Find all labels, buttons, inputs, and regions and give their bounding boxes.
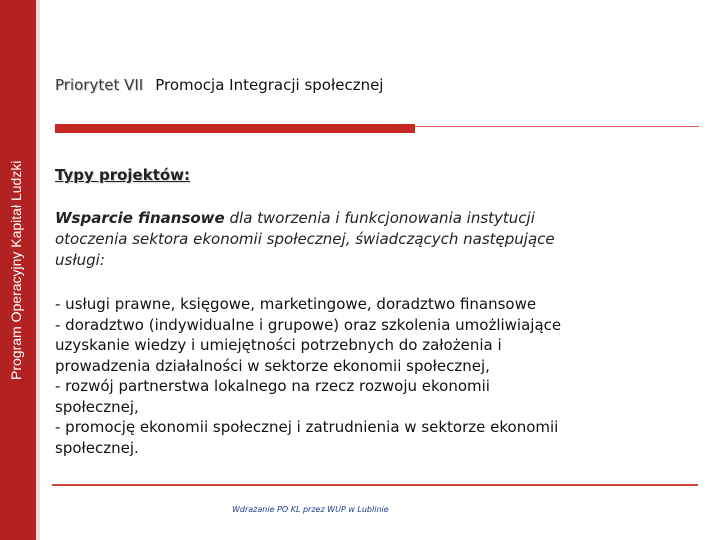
services-line: uzyskanie wiedzy i umiejętności potrzebnych do założenia i [55, 336, 502, 354]
title-rule-line [415, 126, 699, 127]
intro-lead: Wsparcie finansowe [55, 209, 225, 227]
intro-line-3: usługi: [55, 251, 105, 269]
sidebar-edge [36, 0, 40, 540]
services-list [55, 294, 685, 458]
sidebar-label: Program Operacyjny Kapitał Ludzki [8, 160, 24, 380]
services-line: - usługi prawne, księgowe, marketingowe, doradztwo finansowe [55, 295, 537, 313]
section-heading: Typy projektów: [55, 166, 191, 184]
services-line: - doradztwo (indywidualne i grupowe) oraz szkolenia umożliwiające [55, 315, 562, 334]
intro-line-2: otoczenia sektora ekonomii społecznej, świadczących następujące [55, 230, 555, 248]
slide-title [55, 76, 383, 94]
intro-line-1-rest: dla tworzenia i funkcjonowania instytucji [229, 209, 535, 227]
priority-label: Priorytet VII [55, 76, 144, 94]
intro-paragraph [55, 208, 665, 271]
footer-text: Wdrażanie PO KL przez WUP w Lublinie [232, 505, 389, 514]
priority-topic: Promocja Integracji społecznej [155, 76, 384, 94]
services-line: - promocję ekonomii społecznej i zatrudnienia w sektorze ekonomii [55, 418, 559, 436]
footer-rule [52, 484, 698, 486]
title-rule-bar [55, 124, 415, 133]
services-line: prowadzenia działalności w sektorze ekonomii społecznej, [55, 356, 490, 375]
services-line: społecznej, [55, 397, 139, 416]
services-line: społecznej. [55, 438, 139, 457]
intro-line-1 [55, 208, 665, 229]
services-line: - rozwój partnerstwa lokalnego na rzecz rozwoju ekonomii [55, 377, 490, 395]
